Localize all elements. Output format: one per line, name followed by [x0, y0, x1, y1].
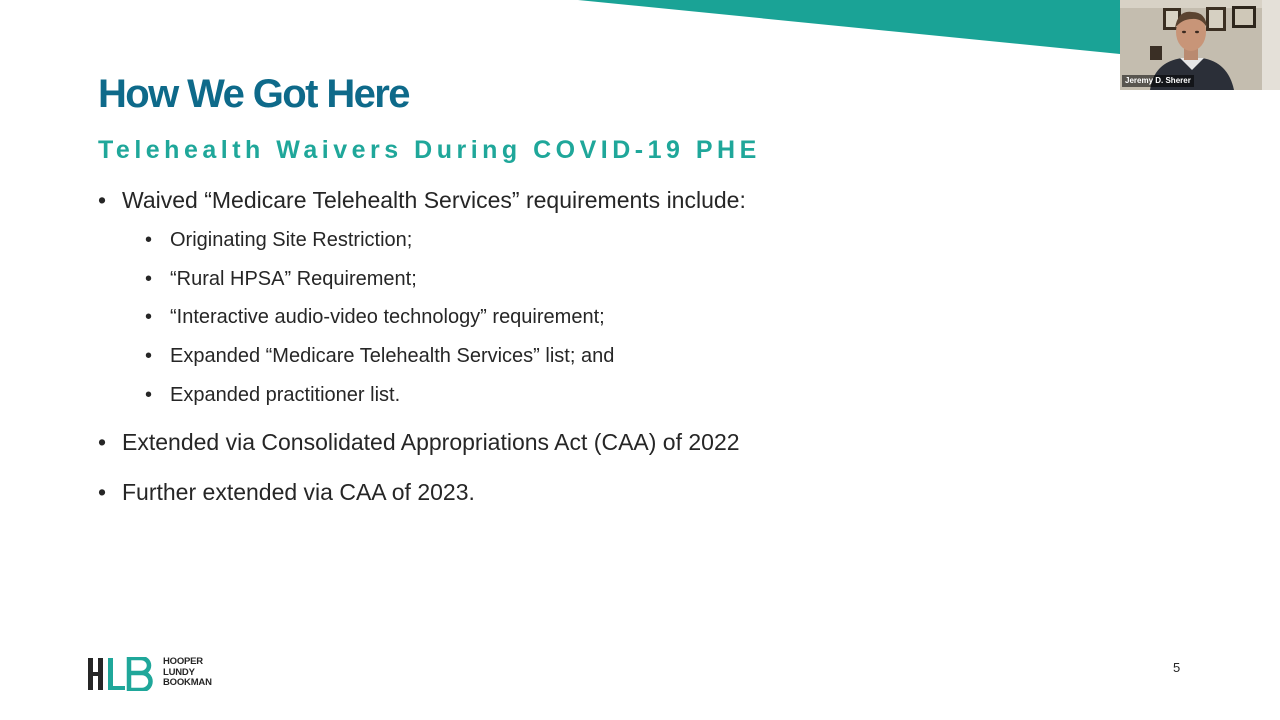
bullet-dot-icon: •: [145, 306, 153, 328]
bullet-dot-icon: •: [145, 229, 153, 251]
participant-name-label: Jeremy D. Sherer: [1122, 75, 1194, 87]
bullet-dot-icon: •: [98, 479, 107, 505]
company-logo: [88, 657, 228, 691]
bullet-dot-icon: •: [98, 429, 107, 455]
bullet-text: Waived “Medicare Telehealth Services” requirements include:: [122, 187, 746, 213]
participant-video-tile[interactable]: [1120, 0, 1280, 90]
bullet-dot-icon: •: [145, 268, 153, 290]
bullet-text: Further extended via CAA of 2023.: [122, 479, 475, 505]
accent-band: [0, 0, 1280, 60]
logo-wordmark: [163, 657, 212, 689]
bullet-dot-icon: •: [98, 187, 107, 213]
sub-bullet-text: Originating Site Restriction;: [170, 229, 413, 251]
bullet-text: Extended via Consolidated Appropriations Act (CAA) of 2022: [122, 429, 740, 455]
logo-word: BOOKMAN: [163, 677, 212, 688]
bullet-dot-icon: •: [145, 384, 153, 406]
sub-bullet-text: Expanded “Medicare Telehealth Services” list; and: [170, 345, 615, 367]
slide-title: How We Got Here: [98, 72, 409, 116]
page-number: 5: [1173, 660, 1181, 675]
slide-subtitle: Telehealth Waivers During COVID-19 PHE: [98, 136, 761, 164]
sub-bullet-text: “Rural HPSA” Requirement;: [170, 268, 417, 290]
sub-bullet-text: Expanded practitioner list.: [170, 384, 401, 406]
logo-word: HOOPER: [163, 656, 203, 667]
logo-word: LUNDY: [163, 666, 195, 678]
hlb-logo-mark-icon: [88, 657, 158, 691]
bullet-dot-icon: •: [145, 345, 153, 367]
sub-bullet-text: “Interactive audio-video technology” requirement;: [170, 306, 605, 328]
